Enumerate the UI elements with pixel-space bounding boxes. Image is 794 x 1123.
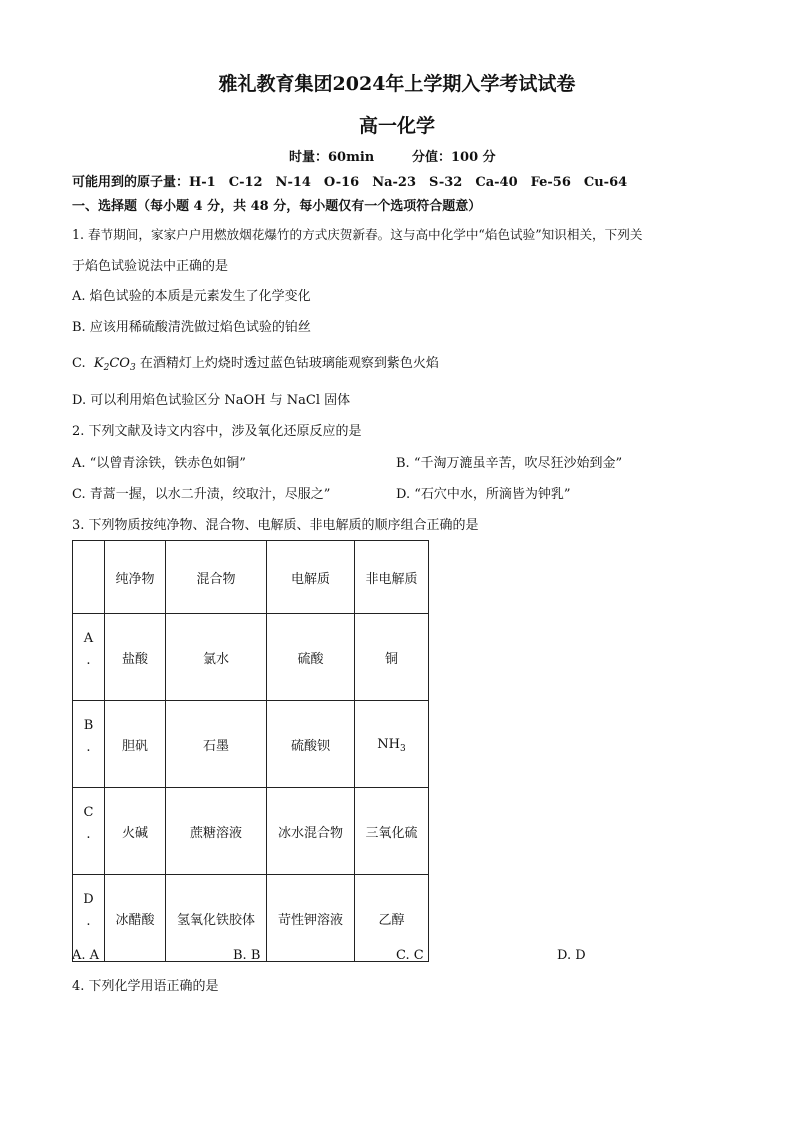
- q1-option-d: D. 可以利用焰色试验区分 NaOH 与 NaCl 固体: [72, 393, 351, 408]
- table-cell: 乙醇: [355, 875, 429, 962]
- q1-option-c-letter: C.: [72, 356, 86, 371]
- table-header-row: [73, 541, 429, 614]
- table-cell: [355, 701, 429, 788]
- table-header-cell: 电解质: [267, 541, 355, 614]
- table-header-cell: [73, 541, 105, 614]
- q2-option-d: D. “石穴中水，所滴皆为钟乳”: [396, 487, 571, 502]
- q1-stem-line1: 1. 春节期间，家家户户用燃放烟花爆竹的方式庆贺新春。这与高中化学中“焰色试验”知识相关，下列关: [72, 227, 643, 242]
- table-cell: 胆矾: [105, 701, 166, 788]
- table-cell: 冰水混合物: [267, 788, 355, 875]
- section-heading: 一、选择题（每小题 4 分，共 48 分，每小题仅有一个选项符合题意）: [72, 199, 482, 214]
- table-cell: 三氧化硫: [355, 788, 429, 875]
- table-cell: 铜: [355, 614, 429, 701]
- table-cell: 氯水: [166, 614, 267, 701]
- q3-answer-d: D. D: [557, 948, 586, 963]
- exam-time: 时量：60min: [289, 150, 375, 165]
- q1-option-a: A. 焰色试验的本质是元素发生了化学变化: [72, 289, 311, 304]
- q3-answer-a: A. A: [72, 948, 100, 963]
- q2-option-b: B. “千淘万漉虽辛苦，吹尽狂沙始到金”: [396, 456, 623, 471]
- table-header-cell: 非电解质: [355, 541, 429, 614]
- q1-stem-line2: 于焰色试验说法中正确的是: [72, 259, 229, 274]
- atomic-masses: 可能用到的原子量：H-1 C-12 N-14 O-16 Na-23 S-32 Ca-40 Fe-56 Cu-64: [72, 175, 628, 190]
- table-cell: 火碱: [105, 788, 166, 875]
- table-cell: 盐酸: [105, 614, 166, 701]
- table-cell: 石墨: [166, 701, 267, 788]
- row-label: C .: [73, 788, 105, 875]
- subject-title: 高一化学: [358, 115, 435, 137]
- row-label: A .: [73, 614, 105, 701]
- table-cell: 苛性钾溶液: [267, 875, 355, 962]
- table-row: [73, 788, 429, 875]
- q3-stem: 3. 下列物质按纯净物、混合物、电解质、非电解质的顺序组合正确的是: [72, 518, 479, 533]
- table-header-cell: 混合物: [166, 541, 267, 614]
- table-row: [73, 614, 429, 701]
- table-row: [73, 701, 429, 788]
- table-cell: 蔗糖溶液: [166, 788, 267, 875]
- table-header-cell: 纯净物: [105, 541, 166, 614]
- q4-stem: 4. 下列化学用语正确的是: [72, 979, 219, 994]
- row-label: B .: [73, 701, 105, 788]
- table-cell: 氢氧化铁胶体: [166, 875, 267, 962]
- q1-option-c-text: 在酒精灯上灼烧时透过蓝色钴玻璃能观察到紫色火焰: [139, 356, 439, 371]
- q3-answer-b: B. B: [233, 948, 261, 963]
- table-cell: 硫酸: [267, 614, 355, 701]
- q3-answer-c: C. C: [396, 948, 424, 963]
- q1-option-b: B. 应该用稀硫酸清洗做过焰色试验的铂丝: [72, 320, 311, 335]
- exam-score: 分值：100 分: [412, 150, 496, 165]
- q2-stem: 2. 下列文献及诗文内容中，涉及氧化还原反应的是: [72, 424, 362, 439]
- exam-title: 雅礼教育集团2024年上学期入学考试试卷: [218, 73, 576, 95]
- q1-option-c: [72, 356, 439, 372]
- formula-k2co3: $K_2CO_3$: [93, 356, 136, 373]
- formula-nh3: $NH_3$: [377, 736, 406, 754]
- q2-option-c: C. 青蒿一握，以水二升渍，绞取汁，尽服之”: [72, 487, 331, 502]
- table-cell: 冰醋酸: [105, 875, 166, 962]
- table-cell: 硫酸钡: [267, 701, 355, 788]
- row-label: D .: [73, 875, 105, 962]
- q2-option-a: A. “以曾青涂铁，铁赤色如铜”: [72, 456, 246, 471]
- classification-table: [72, 540, 429, 962]
